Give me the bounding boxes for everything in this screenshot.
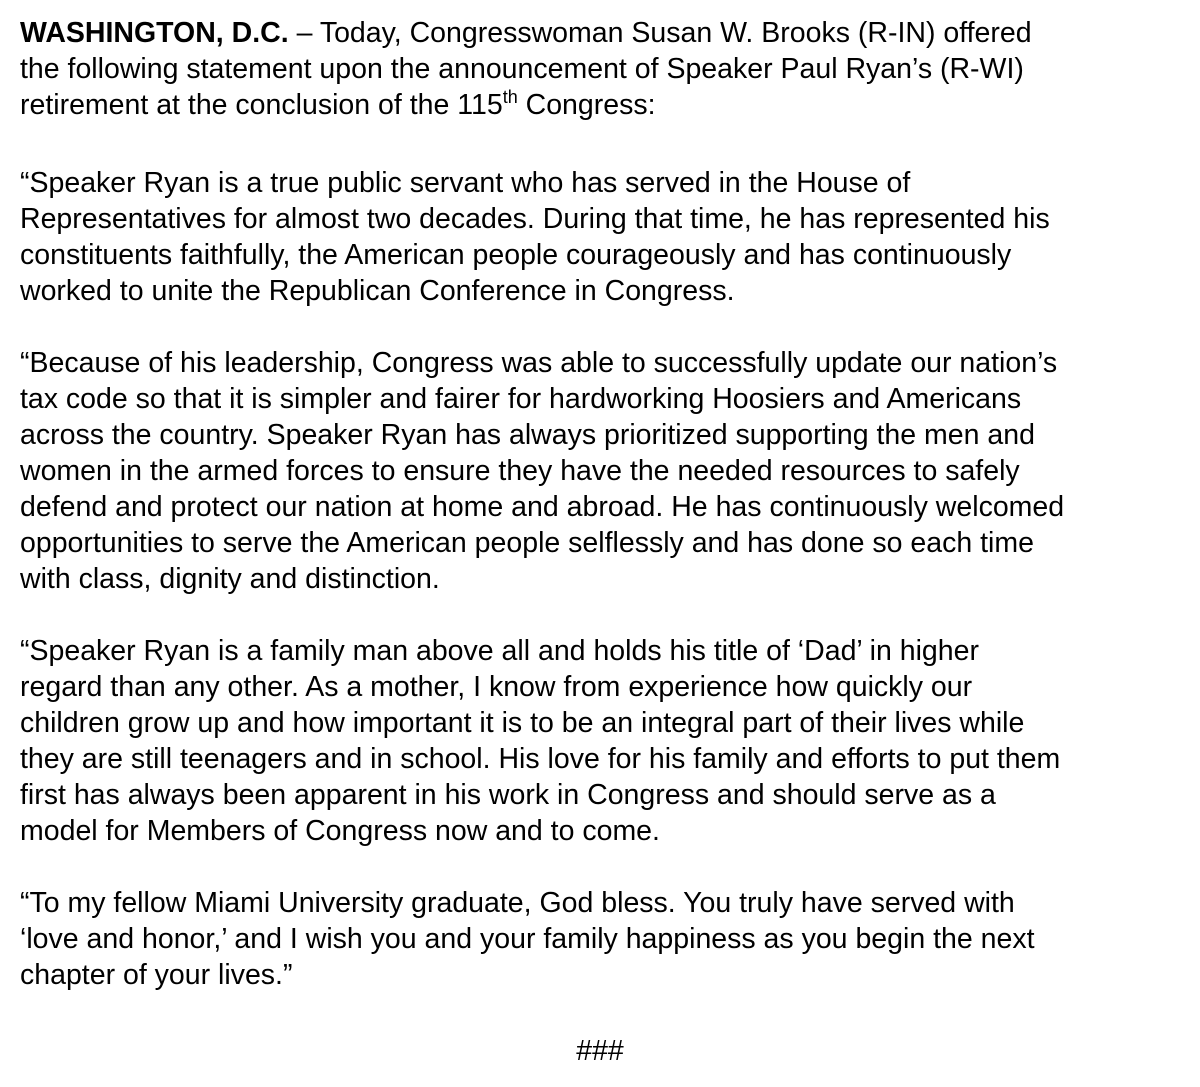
paragraph-line: “Speaker Ryan is a family man above all and holds his title of ‘Dad’ in higher <box>20 635 979 667</box>
paragraph-line: defend and protect our nation at home and abroad. He has continuously welcomed <box>20 491 1065 523</box>
dateline: WASHINGTON, D.C. <box>20 17 289 49</box>
press-release-body <box>20 15 1190 1029</box>
paragraph-line: chapter of your lives.” <box>20 959 293 991</box>
ordinal-superscript: th <box>502 87 518 107</box>
paragraph-line: tax code so that it is simpler and fairer for hardworking Hoosiers and Americans <box>20 383 1022 415</box>
paragraph-line: model for Members of Congress now and to come. <box>20 815 660 847</box>
paragraph-line: “Because of his leadership, Congress was able to successfully update our nation’s <box>20 347 1058 379</box>
quote-paragraph-2 <box>20 345 1190 597</box>
paragraph-line: children grow up and how important it is to be an integral part of their lives while <box>20 707 1025 739</box>
lead-line-2: the following statement upon the announcement of Speaker Paul Ryan’s (R-WI) <box>20 53 1024 85</box>
paragraph-line: Representatives for almost two decades. During that time, he has represented his <box>20 203 1050 235</box>
lead-paragraph <box>20 15 1190 129</box>
paragraph-line: with class, dignity and distinction. <box>20 563 440 595</box>
paragraph-line: ‘love and honor,’ and I wish you and your family happiness as you begin the next <box>20 923 1035 955</box>
end-of-release-mark: ### <box>576 1035 624 1067</box>
paragraph-line: worked to unite the Republican Conference in Congress. <box>20 275 735 307</box>
quote-paragraph-4 <box>20 885 1190 993</box>
quote-paragraph-1 <box>20 165 1190 309</box>
paragraph-line: women in the armed forces to ensure they have the needed resources to safely <box>20 455 1020 487</box>
paragraph-line: “Speaker Ryan is a true public servant who has served in the House of <box>20 167 911 199</box>
paragraph-line: constituents faithfully, the American people courageously and has continuously <box>20 239 1012 271</box>
lead-line-1-text: Today, Congresswoman Susan W. Brooks (R-IN) offered <box>319 17 1032 49</box>
lead-line-3-tail: Congress: <box>517 89 656 121</box>
paragraph-line: opportunities to serve the American people selflessly and has done so each time <box>20 527 1034 559</box>
lead-line-1 <box>20 15 1190 51</box>
paragraph-line: “To my fellow Miami University graduate, God bless. You truly have served with <box>20 887 1015 919</box>
lead-line-3 <box>20 81 1190 129</box>
quote-paragraph-3 <box>20 633 1190 849</box>
paragraph-line: across the country. Speaker Ryan has always prioritized supporting the men and <box>20 419 1035 451</box>
lead-line-3-text: retirement at the conclusion of the 115 <box>20 89 503 121</box>
paragraph-line: regard than any other. As a mother, I know from experience how quickly our <box>20 671 973 703</box>
paragraph-line: they are still teenagers and in school. His love for his family and efforts to put them <box>20 743 1061 775</box>
dateline-separator: – <box>288 17 320 49</box>
paragraph-line: first has always been apparent in his work in Congress and should serve as a <box>20 779 996 811</box>
